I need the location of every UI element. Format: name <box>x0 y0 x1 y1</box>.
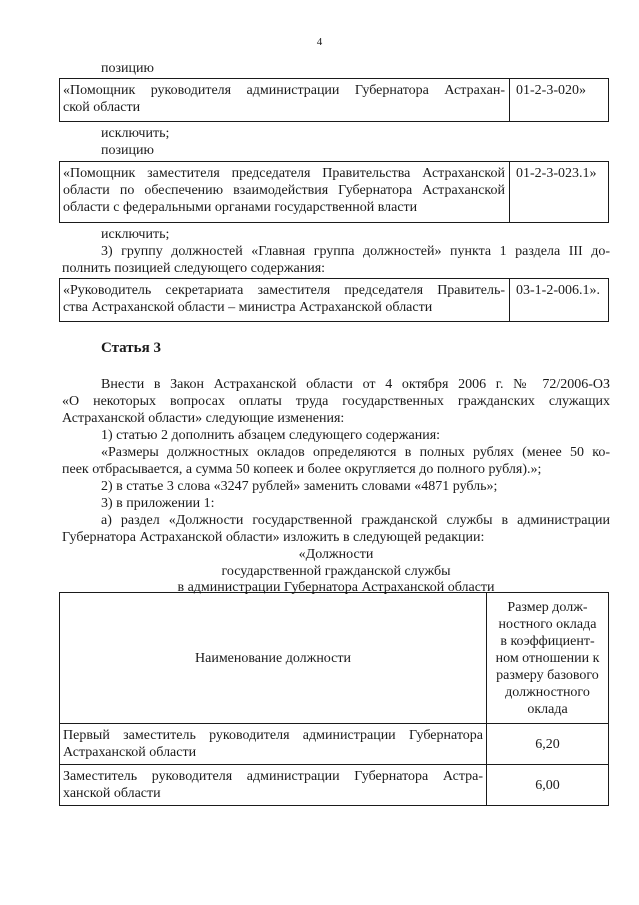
row-name-line: Заместитель руководителя администрации Губернатора Астра- <box>63 769 483 784</box>
table-title-line2: государственной гражданской службы <box>221 564 451 579</box>
article-item2: 2) в статье 3 слова «3247 рублей» заменить словами «4871 рубль»; <box>101 479 498 494</box>
block3-item3-line1: 3) группу должностей «Главная группа должностей» пункта 1 раздела III до- <box>101 244 610 259</box>
position-text-line: области с федеральными органами государственной власти <box>63 200 418 215</box>
positions-table <box>59 592 609 806</box>
position-text-line: ской области <box>63 100 141 115</box>
article-heading: Статья 3 <box>101 340 161 356</box>
article-quote-line1: «Размеры должностных окладов определяются в полных рублях (менее 50 ко- <box>101 445 610 460</box>
article-p1-line2: «О некоторых вопросах оплаты труда государственных гражданских служащих <box>62 394 610 409</box>
row-salary-value: 6,20 <box>487 724 609 765</box>
header-position-name: Наименование должности <box>60 593 487 724</box>
table-title-line3: в администрации Губернатора Астраханской области <box>177 580 495 595</box>
header-size-line: ностного оклада <box>498 616 597 632</box>
row-position-name <box>60 765 487 806</box>
table-title-line1: «Должности <box>298 547 374 562</box>
row-salary-value: 6,00 <box>487 765 609 806</box>
header-salary-size <box>487 593 609 724</box>
row-name-line: Астраханской области <box>63 745 197 760</box>
article-p1-line3: Астраханской области» следующие изменения: <box>62 411 345 426</box>
position-box-1 <box>59 78 609 122</box>
block3-intro-exclude: исключить; <box>101 227 170 242</box>
table-row <box>60 724 609 765</box>
position-text-line: «Помощник заместителя председателя Правительства Астраханской <box>63 166 505 181</box>
header-size-line: Размер долж- <box>507 599 588 615</box>
table-header-row <box>60 593 609 724</box>
position-code: 03-1-2-006.1». <box>516 283 600 298</box>
block2-intro-position: позицию <box>101 143 154 158</box>
page-number: 4 <box>316 36 323 48</box>
position-text-line: «Помощник руководителя администрации Губернатора Астрахан- <box>63 83 505 98</box>
position-text-line: области по обеспечению взаимодействия Губернатора Астраханской <box>63 183 505 198</box>
article-item3a-line1: а) раздел «Должности государственной гражданской службы в администрации <box>101 513 610 528</box>
block1-intro: позицию <box>101 61 154 76</box>
block2-intro-exclude: исключить; <box>101 126 170 141</box>
position-code: 01-2-3-020» <box>516 83 586 98</box>
row-position-name <box>60 724 487 765</box>
header-size-line: должностного <box>505 684 590 700</box>
header-size-line: размеру базового <box>496 667 599 683</box>
table-row <box>60 765 609 806</box>
position-text-line: ства Астраханской области – министра Астраханской области <box>63 300 433 315</box>
header-size-line: ном отношении к <box>495 650 600 666</box>
row-name-line: ханской области <box>63 786 161 801</box>
header-size-line: оклада <box>527 701 568 717</box>
article-item1: 1) статью 2 дополнить абзацем следующего содержания: <box>101 428 441 443</box>
article-quote-line2: пеек отбрасывается, а сумма 50 копеек и более округляется до полного рубля).»; <box>62 462 542 477</box>
position-box-2 <box>59 161 609 223</box>
article-item3: 3) в приложении 1: <box>101 496 215 511</box>
position-box-3 <box>59 278 609 322</box>
article-p1-line1: Внести в Закон Астраханской области от 4 октября 2006 г. № 72/2006-ОЗ <box>101 377 610 392</box>
block3-item3-line2: полнить позицией следующего содержания: <box>62 261 326 276</box>
position-text-line: «Руководитель секретариата заместителя председателя Правитель- <box>63 283 505 298</box>
article-item3a-line2: Губернатора Астраханской области» изложить в следующей редакции: <box>62 530 485 545</box>
row-name-line: Первый заместитель руководителя администрации Губернатора <box>63 728 483 743</box>
header-size-line: в коэффициент- <box>500 633 595 649</box>
position-code: 01-2-3-023.1» <box>516 166 597 181</box>
